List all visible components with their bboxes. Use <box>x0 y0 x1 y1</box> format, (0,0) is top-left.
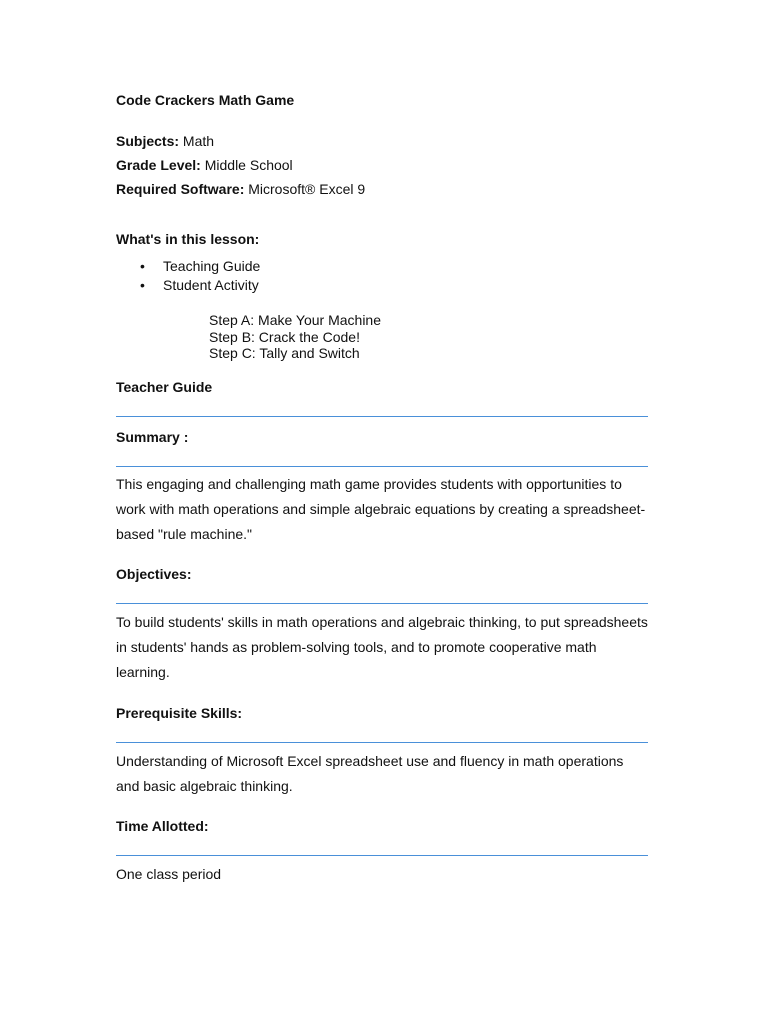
meta-label: Required Software: <box>116 181 245 197</box>
list-item-label: Teaching Guide <box>163 258 261 274</box>
section-divider <box>116 416 648 417</box>
list-item <box>116 277 260 296</box>
list-item <box>116 258 260 277</box>
document-title: Code Crackers Math Game <box>116 92 295 108</box>
meta-required-software <box>116 181 365 197</box>
meta-label: Grade Level: <box>116 157 201 173</box>
objectives-heading: Objectives: <box>116 566 192 582</box>
summary-heading: Summary : <box>116 429 189 445</box>
time-allotted-heading: Time Allotted: <box>116 818 209 834</box>
list-item-label: Student Activity <box>163 277 259 293</box>
bullet-icon: • <box>140 258 145 274</box>
lesson-heading: What's in this lesson: <box>116 231 260 247</box>
section-divider <box>116 466 648 467</box>
meta-grade-level <box>116 157 293 173</box>
step-item: Step A: Make Your Machine <box>209 312 381 328</box>
meta-label: Subjects: <box>116 133 180 149</box>
meta-subjects <box>116 133 214 149</box>
meta-value: Middle School <box>204 157 293 173</box>
objectives-text: To build students' skills in math operations and algebraic thinking, to put spreadsheets in students' hands as problem-solving tools, and to promote cooperative math learning. <box>116 614 648 680</box>
step-item: Step B: Crack the Code! <box>209 328 360 345</box>
section-divider <box>116 603 648 604</box>
summary-text: This engaging and challenging math game provides students with opportunities to work with math operations and simple algebraic equations by creating a spreadsheet-based "rule machine." <box>116 476 646 542</box>
section-divider <box>116 742 648 743</box>
meta-value: Microsoft® Excel 9 <box>248 181 366 197</box>
teacher-guide-heading: Teacher Guide <box>116 379 213 395</box>
prerequisite-skills-text: Understanding of Microsoft Excel spreadsheet use and fluency in math operations and basic algebraic thinking. <box>116 753 624 794</box>
section-divider <box>116 855 648 856</box>
steps-list <box>209 312 381 362</box>
prerequisite-skills-heading: Prerequisite Skills: <box>116 705 243 721</box>
lesson-contents-list <box>116 258 260 296</box>
time-allotted-text: One class period <box>116 866 222 882</box>
step-item: Step C: Tally and Switch <box>209 345 360 361</box>
meta-value: Math <box>182 133 215 149</box>
bullet-icon: • <box>140 277 145 293</box>
